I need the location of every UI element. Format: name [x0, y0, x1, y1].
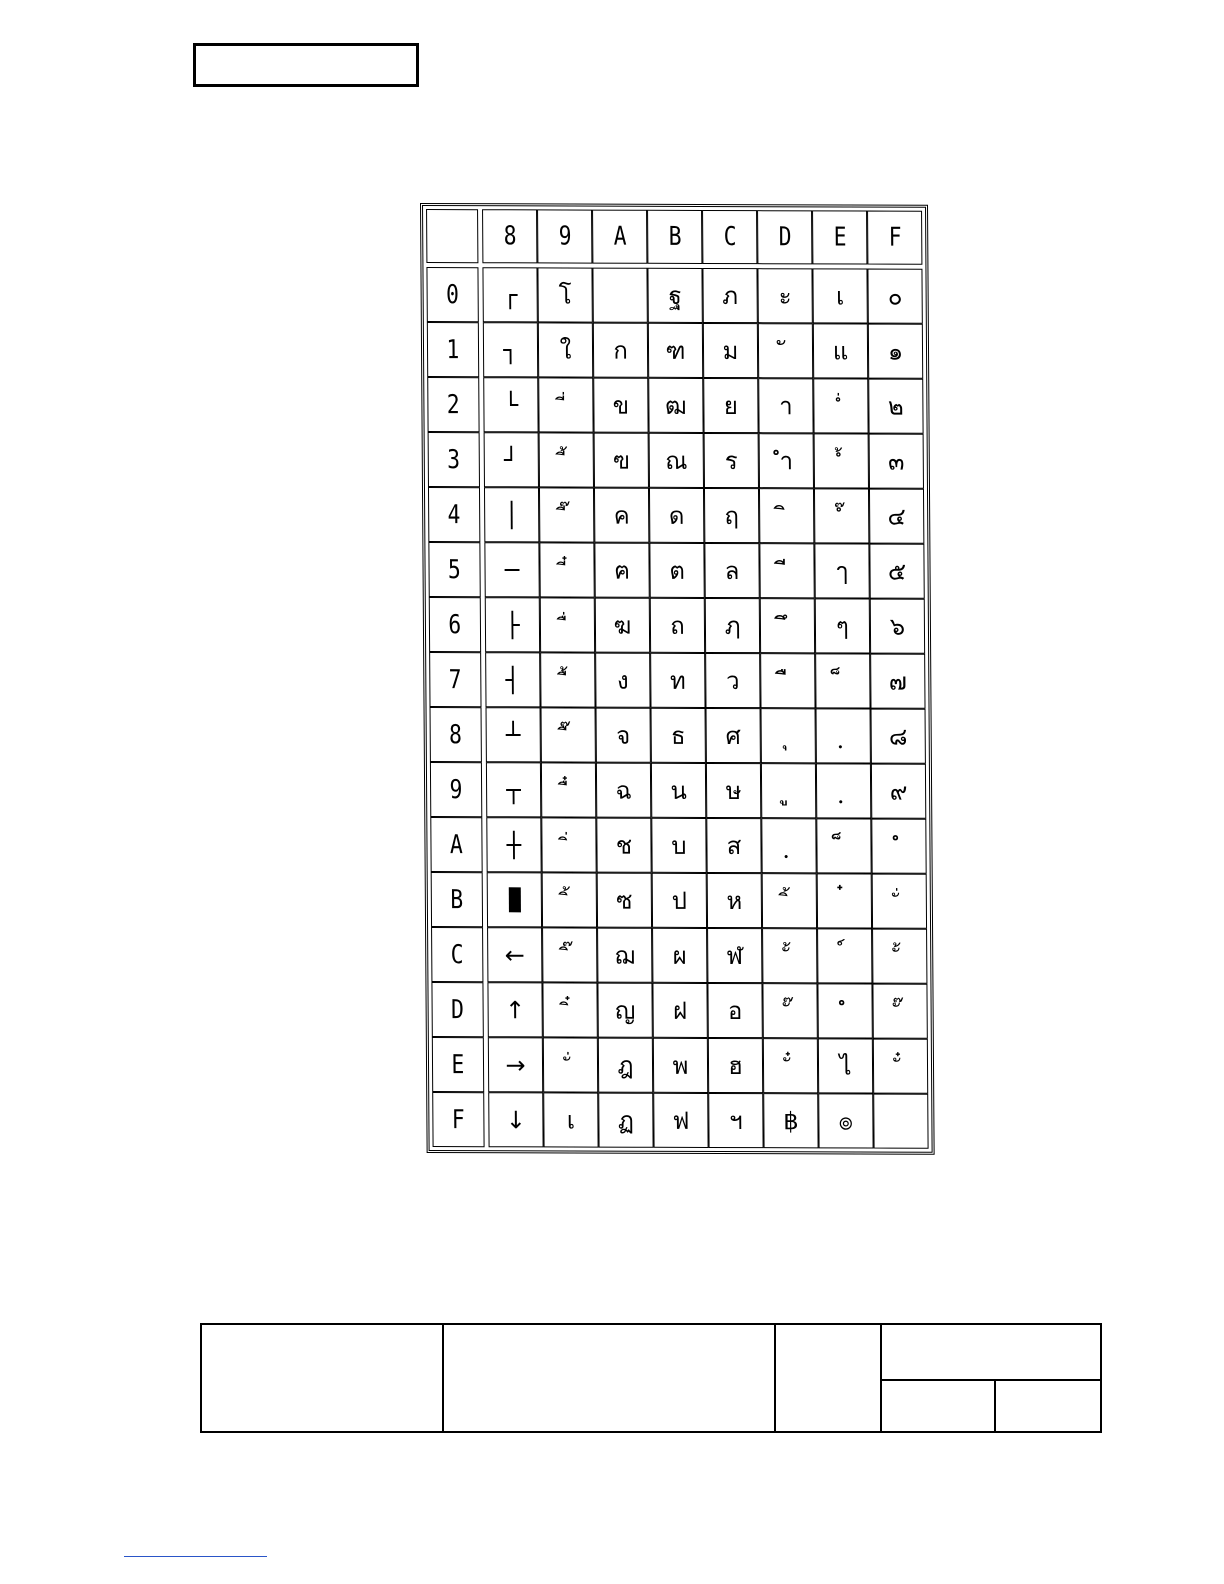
character-cell [816, 818, 871, 873]
character-cell [869, 544, 924, 599]
character-cell [593, 323, 648, 378]
character-cell [595, 653, 650, 708]
character-cell [817, 928, 872, 983]
character-cell [818, 1038, 873, 1093]
character-cell [702, 268, 757, 323]
character-cell [647, 268, 702, 323]
character-glyph: → [505, 1050, 526, 1079]
character-glyph: ก [613, 336, 628, 365]
row-header-cell [428, 432, 480, 487]
row-header-label: 0 [446, 279, 460, 310]
character-glyph: ฒ [664, 391, 687, 420]
column-header-cell [482, 209, 537, 263]
character-cell [761, 818, 816, 873]
character-glyph: ─ [504, 555, 520, 584]
footnote-rule [124, 1556, 267, 1557]
character-cell [596, 763, 651, 818]
character-glyph: ๑ [887, 337, 904, 366]
character-cell [815, 598, 870, 653]
character-glyph: พ [672, 1051, 689, 1080]
row-header-cell [430, 707, 482, 762]
row-header-label: 8 [449, 719, 463, 750]
character-glyph: น [670, 776, 687, 805]
row-header-cell [427, 377, 479, 432]
character-glyph: ห [726, 886, 743, 915]
character-cell [539, 432, 594, 487]
character-cell [486, 762, 541, 817]
character-glyph: ฏ [617, 1106, 635, 1135]
character-cell [653, 1038, 708, 1093]
character-cell [542, 982, 597, 1037]
character-glyph: อ [727, 996, 743, 1025]
character-cell [538, 377, 593, 432]
character-cell [758, 378, 813, 433]
character-glyph: ┼ [506, 830, 522, 859]
character-glyph: ฮ [728, 1051, 743, 1080]
character-cell [704, 543, 759, 598]
column-header-label: A [613, 221, 627, 252]
title-block-divider [442, 1325, 444, 1431]
character-glyph: ๅ [836, 556, 849, 585]
character-glyph: ผ [672, 941, 687, 970]
character-cell [814, 543, 869, 598]
character-glyph: เ [566, 1105, 576, 1135]
column-header-label: E [833, 222, 847, 253]
character-cell [870, 599, 925, 654]
character-cell [541, 762, 596, 817]
character-cell [708, 1038, 763, 1093]
character-glyph: ฯ [729, 1106, 743, 1135]
row-header-label: D [451, 994, 465, 1025]
character-glyph: ๖ [889, 612, 906, 641]
character-cell [873, 1094, 928, 1149]
character-cell [707, 873, 762, 928]
character-glyph: │ [504, 500, 519, 529]
character-cell [594, 433, 649, 488]
row-header-label: 7 [448, 664, 462, 695]
character-cell [592, 268, 647, 323]
row-header-label: 2 [446, 389, 460, 420]
character-cell [484, 432, 539, 487]
column-header-cell [647, 210, 702, 264]
character-cell [487, 982, 542, 1037]
character-glyph: า [779, 391, 793, 420]
character-cell [815, 653, 870, 708]
row-header-cell [432, 1092, 484, 1147]
character-cell [813, 323, 868, 378]
character-cell [597, 873, 652, 928]
character-cell [812, 268, 867, 323]
character-cell [763, 1038, 818, 1093]
character-glyph: ซ [616, 886, 633, 915]
character-cell [759, 433, 814, 488]
column-header-label: C [723, 222, 737, 253]
row-header-label: 6 [448, 609, 462, 640]
character-glyph: จ [616, 721, 631, 750]
character-glyph: แ [832, 336, 849, 365]
character-cell [538, 322, 593, 377]
character-glyph: ↓ [505, 1105, 527, 1134]
character-glyph: ง [616, 666, 629, 695]
title-block-divider [882, 1379, 1100, 1381]
character-glyph: └ [503, 390, 519, 419]
title-block-divider [994, 1379, 996, 1431]
column-header-cell [867, 211, 922, 265]
character-glyph: ต [669, 556, 685, 585]
character-glyph: โ [558, 280, 572, 310]
character-cell [872, 874, 927, 929]
row-header-label: 4 [447, 499, 461, 530]
row-header-cell [429, 652, 481, 707]
column-header-label: B [668, 221, 682, 252]
character-cell [593, 378, 648, 433]
character-cell [651, 818, 706, 873]
character-cell [650, 653, 705, 708]
character-cell [486, 817, 541, 872]
character-cell [653, 1093, 708, 1148]
row-header-label: A [449, 829, 464, 860]
character-cell [650, 598, 705, 653]
column-header-cell [757, 210, 812, 264]
character-glyph: ฌ [614, 941, 636, 970]
title-block-divider [774, 1325, 776, 1431]
character-cell [652, 873, 707, 928]
character-cell [649, 488, 704, 543]
character-glyph: ม [722, 336, 739, 365]
row-header-cell [431, 982, 483, 1037]
character-glyph: ๒ [887, 392, 904, 421]
character-cell [652, 983, 707, 1038]
character-glyph: ข [612, 391, 630, 420]
row-header-cell [426, 267, 478, 322]
character-cell [540, 597, 595, 652]
character-glyph: ๙ [889, 777, 908, 806]
row-header-cell [429, 597, 481, 652]
character-cell [482, 267, 537, 322]
character-cell [705, 653, 760, 708]
character-glyph: ษ [725, 776, 742, 805]
character-cell [649, 543, 704, 598]
character-glyph: ว [725, 666, 740, 695]
character-glyph: ญ [614, 996, 636, 1025]
character-cell [703, 378, 758, 433]
character-cell [485, 652, 540, 707]
character-cell [872, 929, 927, 984]
character-glyph: ๗ [888, 667, 907, 696]
character-cell [814, 488, 869, 543]
table-corner-cell [426, 209, 478, 263]
row-header-cell [431, 927, 483, 982]
character-cell [760, 653, 815, 708]
character-glyph: ┐ [503, 335, 518, 364]
character-cell [542, 927, 597, 982]
character-cell [708, 1093, 763, 1148]
character-code-table [420, 203, 935, 1155]
character-glyph: ะ [778, 281, 792, 310]
character-glyph: ๆ [835, 611, 849, 640]
character-glyph: ป [671, 886, 688, 915]
character-cell [542, 872, 597, 927]
row-header-label: B [450, 884, 464, 915]
character-glyph: ├ [505, 610, 520, 639]
character-cell [871, 709, 926, 764]
character-cell [487, 927, 542, 982]
column-header-label: 9 [558, 221, 572, 252]
character-glyph: ช [615, 831, 633, 860]
character-cell [539, 542, 594, 597]
character-glyph: ค [613, 501, 630, 530]
character-glyph: ๔ [887, 502, 906, 531]
character-cell [596, 708, 651, 763]
character-glyph: ฅ [613, 556, 631, 585]
character-cell [816, 763, 871, 818]
title-block-divider [880, 1325, 882, 1431]
column-header-cell [537, 209, 592, 263]
character-cell [594, 543, 649, 598]
character-cell [651, 708, 706, 763]
character-glyph: ฬ [726, 941, 744, 970]
row-header-label: 9 [449, 774, 463, 805]
row-header-cell [430, 762, 482, 817]
character-cell [759, 488, 814, 543]
character-cell [484, 487, 539, 542]
character-cell [485, 597, 540, 652]
row-header-label: 5 [448, 554, 462, 585]
character-glyph: ภ [722, 281, 739, 310]
character-glyph: บ [671, 831, 687, 860]
character-cell [818, 1093, 873, 1148]
character-glyph: ┴ [505, 720, 521, 749]
character-cell [762, 928, 817, 983]
character-cell [704, 488, 759, 543]
character-cell [817, 983, 872, 1038]
character-cell [651, 763, 706, 818]
character-cell [543, 1037, 598, 1092]
character-cell [813, 378, 868, 433]
column-header-cell [702, 210, 757, 264]
character-glyph: ๕ [887, 557, 907, 586]
character-glyph: ๏ [838, 1106, 854, 1135]
character-cell [763, 1093, 818, 1148]
character-cell [707, 928, 762, 983]
character-glyph: ฝ [673, 996, 688, 1025]
character-glyph: ๓ [887, 447, 905, 476]
header-label-box [193, 43, 419, 87]
column-header-label: D [778, 222, 792, 253]
character-glyph: ท [669, 666, 686, 695]
row-header-cell [427, 322, 479, 377]
character-cell [649, 433, 704, 488]
character-cell [648, 378, 703, 433]
character-cell [704, 433, 759, 488]
character-cell [868, 379, 923, 434]
character-cell [814, 433, 869, 488]
character-cell [596, 818, 651, 873]
character-cell [873, 1039, 928, 1094]
row-header-label: C [450, 939, 464, 970]
character-cell [762, 873, 817, 928]
character-cell [598, 1093, 653, 1148]
character-glyph: ธ [670, 721, 686, 750]
character-cell [759, 543, 814, 598]
character-glyph: ฟ [672, 1106, 690, 1135]
character-cell [541, 707, 596, 762]
character-glyph: ย [723, 391, 739, 420]
row-header-cell [430, 817, 482, 872]
character-cell [537, 267, 592, 322]
character-cell [541, 817, 596, 872]
character-glyph: ┌ [502, 280, 518, 309]
character-glyph: ┤ [505, 665, 521, 694]
character-glyph: ๘ [888, 722, 908, 751]
character-cell [869, 489, 924, 544]
character-glyph: ┬ [506, 775, 521, 804]
row-header-cell [428, 487, 480, 542]
character-glyph: ฦ [724, 611, 741, 640]
character-cell [707, 983, 762, 1038]
character-cell [817, 873, 872, 928]
character-cell [871, 819, 926, 874]
column-header-cell [592, 210, 647, 264]
character-glyph: ศ [725, 721, 741, 750]
full-block-glyph [508, 887, 520, 912]
character-glyph: ↑ [504, 995, 526, 1024]
character-cell [595, 598, 650, 653]
character-cell [816, 708, 871, 763]
character-glyph: ไ [839, 1051, 852, 1080]
character-glyph: ┘ [503, 445, 519, 474]
row-header-cell [432, 1037, 484, 1092]
character-cell [488, 1092, 543, 1147]
row-header-cell [431, 872, 483, 927]
character-cell [483, 322, 538, 377]
title-block-table [200, 1323, 1102, 1433]
character-cell [706, 763, 761, 818]
character-glyph: ส [726, 831, 742, 860]
character-glyph: ล [724, 556, 740, 585]
character-glyph: ฤ [724, 501, 740, 530]
row-header-label: 3 [447, 444, 461, 475]
character-cell [543, 1092, 598, 1147]
character-cell [762, 983, 817, 1038]
character-cell [648, 323, 703, 378]
character-glyph: ร [724, 446, 738, 475]
character-cell [484, 542, 539, 597]
character-cell [705, 598, 760, 653]
character-glyph: ด [668, 501, 685, 530]
character-cell [487, 872, 542, 927]
character-cell [594, 488, 649, 543]
character-glyph: ณ [665, 446, 688, 475]
row-header-label: E [451, 1049, 465, 1080]
column-header-label: F [888, 222, 902, 253]
character-cell [598, 1038, 653, 1093]
character-cell [706, 818, 761, 873]
character-cell [871, 764, 926, 819]
character-glyph: ฃ [612, 446, 630, 475]
character-glyph: ฎ [617, 1051, 634, 1080]
character-cell [758, 323, 813, 378]
character-cell [540, 652, 595, 707]
character-cell [703, 323, 758, 378]
character-glyph: ำ [779, 446, 794, 475]
character-cell [870, 654, 925, 709]
character-cell [597, 983, 652, 1038]
character-glyph: ← [504, 940, 525, 969]
column-header-cell [812, 210, 867, 264]
character-glyph: ฆ [613, 611, 632, 640]
row-header-cell [428, 542, 480, 597]
character-cell [760, 598, 815, 653]
character-glyph: ฑ [665, 336, 686, 365]
character-cell [652, 928, 707, 983]
character-cell [488, 1037, 543, 1092]
character-glyph: ฿ [783, 1106, 799, 1135]
character-cell [706, 708, 761, 763]
character-cell [761, 708, 816, 763]
character-glyph: เ [835, 281, 845, 310]
character-cell [872, 984, 927, 1039]
character-cell [483, 377, 538, 432]
character-cell [868, 324, 923, 379]
character-cell [486, 707, 541, 762]
character-glyph: ถ [670, 611, 685, 640]
row-header-label: F [451, 1104, 465, 1135]
column-header-label: 8 [503, 221, 517, 252]
character-cell [597, 928, 652, 983]
character-glyph: ใ [559, 335, 572, 365]
character-cell [539, 487, 594, 542]
character-cell [867, 269, 922, 324]
character-glyph: ฉ [615, 776, 632, 805]
character-glyph: ๐ [887, 282, 903, 311]
row-header-label: 1 [446, 334, 460, 365]
character-cell [869, 434, 924, 489]
character-cell [761, 763, 816, 818]
character-cell [757, 268, 812, 323]
character-glyph: ฐ [668, 281, 682, 310]
